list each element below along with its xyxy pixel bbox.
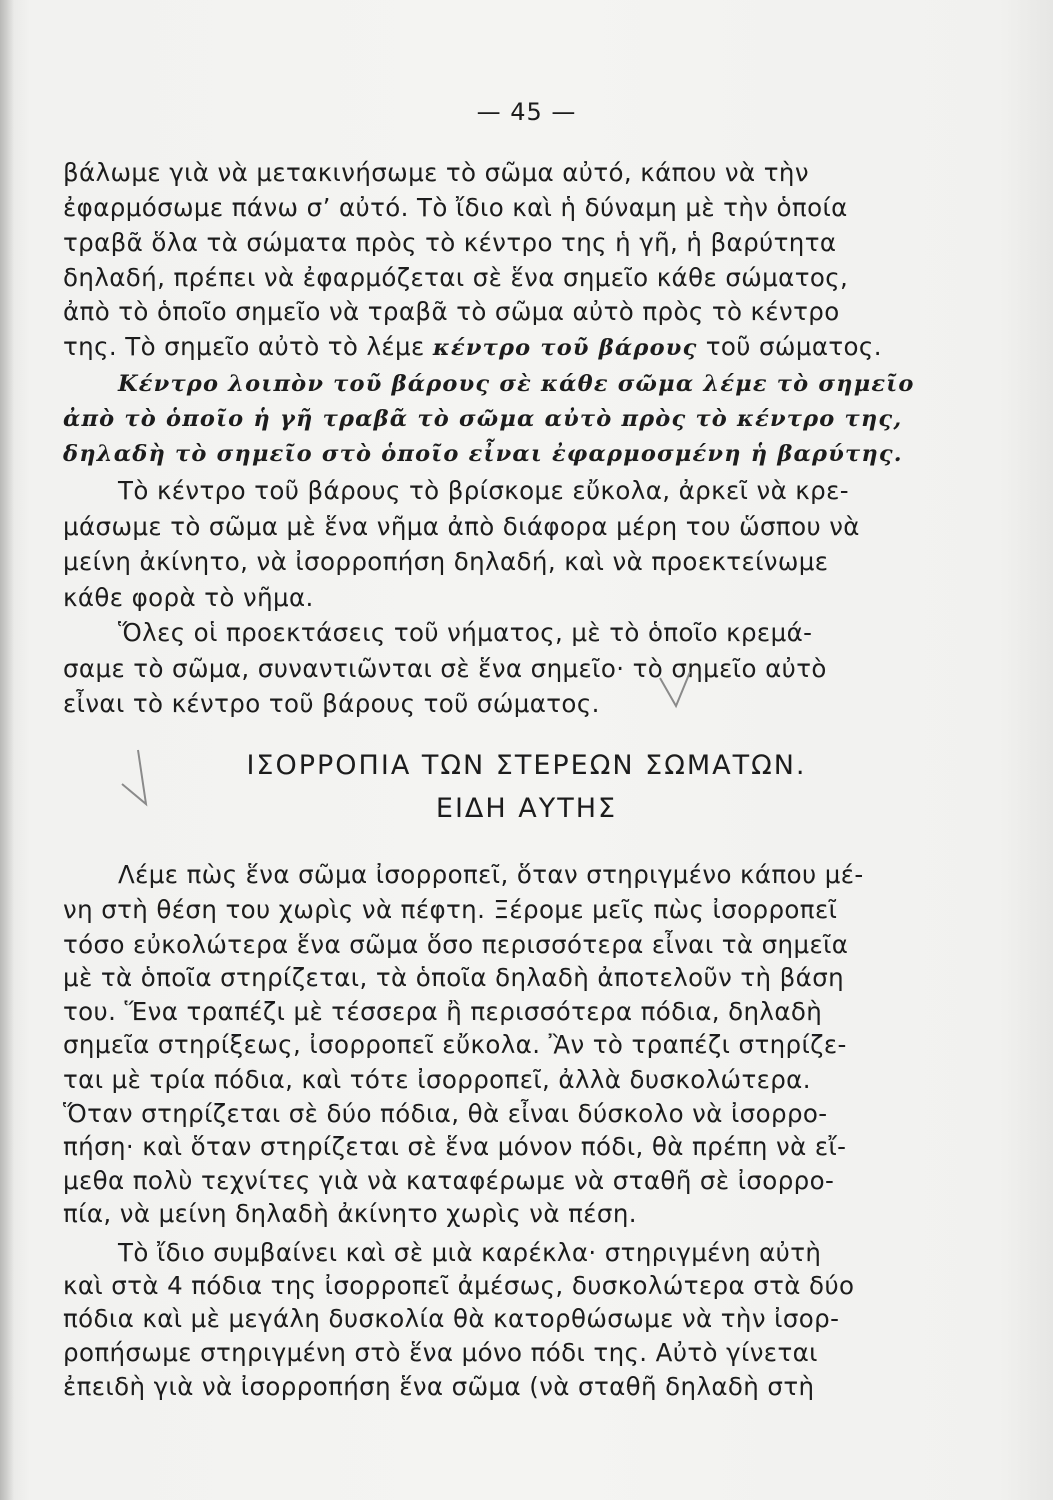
body-line-with-term [63, 331, 955, 364]
section-heading: ΙΣΟΡΡΟΠΙΑ ΤΩΝ ΣΤΕΡΕΩΝ ΣΩΜΑΤΩΝ. [246, 750, 807, 781]
body-line: μείνη ἀκίνητο, νὰ ἰσορροπήση δηλαδή, καὶ νὰ προεκτείνωμε [63, 547, 829, 576]
body-line: ἐπειδὴ γιὰ νὰ ἰσορροπήση ἕνα σῶμα (νὰ σταθῆ δηλαδὴ στὴ [63, 1372, 815, 1401]
body-line: τόσο εὐκολώτερα ἕνα σῶμα ὅσο περισσότερα εἶναι τὰ σημεῖα [63, 930, 849, 959]
body-line: κάθε φορὰ τὸ νῆμα. [63, 583, 314, 612]
body-line: του. Ἕνα τραπέζι μὲ τέσσερα ἢ περισσότερα πόδια, δηλαδὴ [63, 997, 823, 1026]
body-line: Λέμε πὼς ἕνα σῶμα ἰσορροπεῖ, ὅταν στηριγμένο κάπου μέ- [118, 860, 864, 889]
section-subheading: ΕΙΔΗ ΑΥΤΗΣ [435, 793, 618, 824]
body-line: σαμε τὸ σῶμα, συναντιῶνται σὲ ἕνα σημεῖο· τὸ σημεῖο αὐτὸ [63, 654, 827, 683]
body-line: νη στὴ θέση του χωρὶς νὰ πέφτη. Ξέρομε μεῖς πὼς ἰσορροπεῖ [63, 895, 838, 924]
body-line: ροπήσωμε στηριγμένη στὸ ἕνα μόνο πόδι της. Αὐτὸ γίνεται [63, 1338, 818, 1367]
body-line: καὶ στὰ 4 πόδια της ἰσορροπεῖ ἀμέσως, δυσκολώτερα στὰ δύο [63, 1271, 855, 1300]
body-line: εἶναι τὸ κέντρο τοῦ βάρους τοῦ σώματος. [63, 689, 600, 718]
body-line: τραβᾶ ὅλα τὰ σώματα πρὸς τὸ κέντρο της ἡ γῆ, ἡ βαρύτητα [63, 228, 837, 257]
body-line: πόδια καὶ μὲ μεγάλη δυσκολία θὰ κατορθώσωμε νὰ τὴν ἰσορ- [63, 1304, 840, 1333]
body-line: ἐφαρμόσωμε πάνω σ’ αὐτό. Τὸ ἴδιο καὶ ἡ δύναμη μὲ τὴν ὁποία [63, 193, 848, 222]
emphasized-term: κέντρο τοῦ βάρους [432, 335, 698, 361]
body-line: Ὅλες οἱ προεκτάσεις τοῦ νήματος, μὲ τὸ ὁποῖο κρεμά- [118, 618, 813, 647]
body-line: δηλαδή, πρέπει νὰ ἐφαρμόζεται σὲ ἕνα σημεῖο κάθε σώματος, [63, 263, 849, 292]
body-line: βάλωμε γιὰ νὰ μετακινήσωμε τὸ σῶμα αὐτό, κάπου νὰ τὴν [63, 158, 809, 187]
definition-line: ἀπὸ τὸ ὁποῖο ἡ γῆ τραβᾶ τὸ σῶμα αὐτὸ πρὸς τὸ κέντρο της, [63, 406, 903, 432]
body-line: μὲ τὰ ὁποῖα στηρίζεται, τὰ ὁποῖα δηλαδὴ ἀποτελοῦν τὴ βάση [63, 963, 845, 992]
body-text: της. Τὸ σημεῖο αὐτὸ τὸ λέμε [63, 332, 433, 361]
body-line: σημεῖα στηρίξεως, ἰσορροπεῖ εὔκολα. Ἂν τὸ τραπέζι στηρίζε- [63, 1030, 847, 1059]
body-line: ἀπὸ τὸ ὁποῖο σημεῖο νὰ τραβᾶ τὸ σῶμα αὐτὸ πρὸς τὸ κέντρο [63, 297, 840, 326]
body-line: Τὸ κέντρο τοῦ βάρους τὸ βρίσκομε εὔκολα, ἀρκεῖ νὰ κρε- [118, 476, 849, 505]
body-line: πία, νὰ μείνη δηλαδὴ ἀκίνητο χωρὶς νὰ πέση. [63, 1199, 637, 1228]
body-line: μεθα πολὺ τεχνίτες γιὰ νὰ καταφέρωμε νὰ σταθῆ σὲ ἰσορρο- [63, 1166, 835, 1195]
body-line: Ὅταν στηρίζεται σὲ δύο πόδια, θὰ εἶναι δύσκολο νὰ ἰσορρο- [63, 1099, 828, 1128]
body-text: τοῦ σώματος. [697, 332, 882, 361]
body-line: ται μὲ τρία πόδια, καὶ τότε ἰσορροπεῖ, ἀλλὰ δυσκολώτερα. [63, 1065, 811, 1094]
definition-line: Κέντρο λοιπὸν τοῦ βάρους σὲ κάθε σῶμα λέμε τὸ σημεῖο [118, 371, 915, 397]
body-line: Τὸ ἴδιο συμβαίνει καὶ σὲ μιὰ καρέκλα· στηριγμένη αὐτὴ [118, 1238, 822, 1267]
definition-line: δηλαδὴ τὸ σημεῖο στὸ ὁποῖο εἶναι ἐφαρμοσμένη ἡ βαρύτης. [63, 441, 903, 467]
page-number: — 45 — [476, 98, 577, 126]
body-line: πήση· καὶ ὅταν στηρίζεται σὲ ἕνα μόνον πόδι, θὰ πρέπη νὰ εἴ- [63, 1132, 847, 1161]
body-line: μάσωμε τὸ σῶμα μὲ ἕνα νῆμα ἀπὸ διάφορα μέρη του ὥσπου νὰ [63, 512, 860, 541]
